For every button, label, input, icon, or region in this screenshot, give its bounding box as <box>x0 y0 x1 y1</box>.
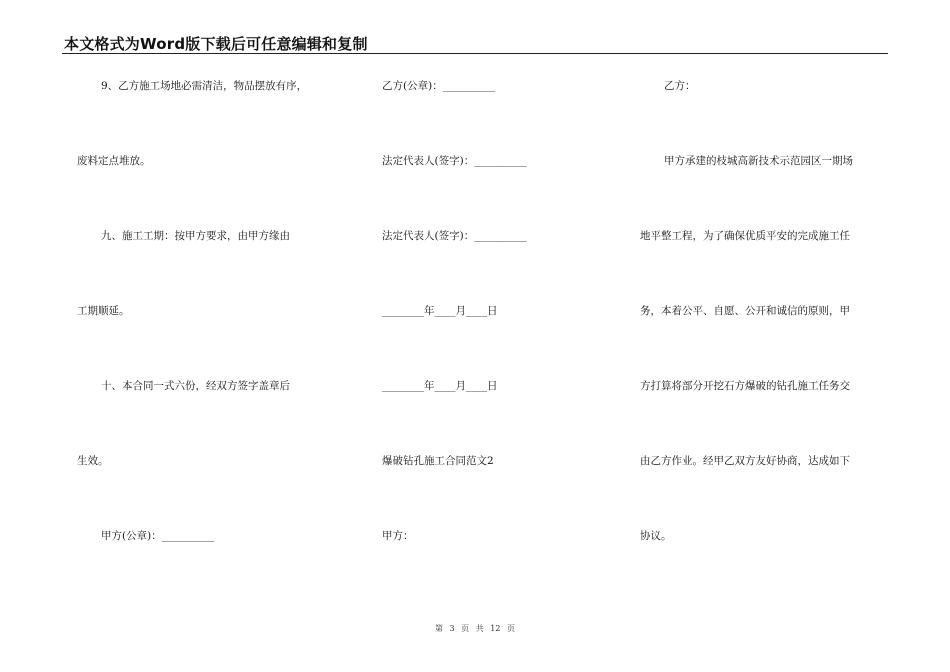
text-line: 工期顺延。 <box>77 305 130 317</box>
text-line: 9、乙方施工场地必需清洁，物品摆放有序， <box>101 80 308 92</box>
date-line: ________年____月____日 <box>382 380 498 392</box>
text-line: 协议。 <box>640 530 672 542</box>
footer-page-current: 3 <box>449 624 455 633</box>
party-a-label: 甲方： <box>382 530 414 542</box>
text-line: 方打算将部分开挖石方爆破的钻孔施工任务交 <box>640 380 850 392</box>
text-column-3 <box>640 78 885 603</box>
text-line: 由乙方作业。经甲乙双方友好协商，达成如下 <box>640 455 850 467</box>
document-header-title: 本文格式为Word版下载后可任意编辑和复制 <box>64 35 368 53</box>
party-b-label: 乙方： <box>664 80 696 92</box>
footer-page-mid-2: 共 <box>475 624 484 633</box>
signature-line-party-a: 甲方(公章)：__________ <box>101 530 215 542</box>
text-column-2 <box>382 78 602 603</box>
signature-line-representative: 法定代表人(签字)：__________ <box>382 155 527 167</box>
text-line: 十、本合同一式六份，经双方签字盖章后 <box>101 380 290 392</box>
text-line: 废料定点堆放。 <box>77 155 151 167</box>
section-title: 爆破钻孔施工合同范文2 <box>382 455 494 467</box>
header-rule <box>62 53 888 54</box>
text-line: 务，本着公平、自愿、公开和诚信的原则，甲 <box>640 305 850 317</box>
page-footer <box>0 623 950 634</box>
date-line: ________年____月____日 <box>382 305 498 317</box>
signature-line-party-b: 乙方(公章)：__________ <box>382 80 496 92</box>
signature-line-representative: 法定代表人(签字)：__________ <box>382 230 527 242</box>
footer-page-mid-1: 页 <box>461 624 470 633</box>
text-line: 生效。 <box>77 455 109 467</box>
text-line: 九、施工工期：按甲方要求，由甲方缘由 <box>101 230 290 242</box>
text-line: 地平整工程，为了确保优质平安的完成施工任 <box>640 230 850 242</box>
text-column-1 <box>77 78 337 603</box>
footer-page-suffix: 页 <box>507 624 515 633</box>
text-line: 甲方承建的枝城高新技术示范园区一期场 <box>664 155 853 167</box>
footer-page-total: 12 <box>490 624 501 633</box>
footer-page-prefix: 第 <box>434 624 443 633</box>
